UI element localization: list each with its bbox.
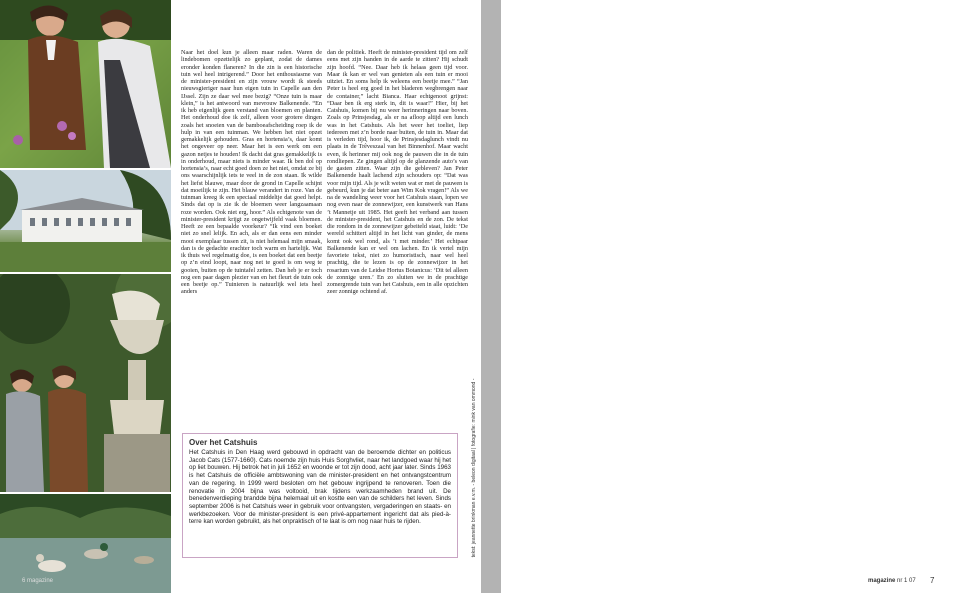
footer-magazine-issue [868,578,916,584]
info-box-catshuis [182,433,458,558]
footer-left: 6 magazine [22,578,54,584]
photo-credit [470,375,478,560]
photo-couple-gardening-art [0,0,171,168]
footer-issue: nr 1 07 [897,578,916,584]
photo-couple-garden-urn-art [0,274,171,492]
photo-credit-text: tekst: jeannette brinkman e.v.m. - beleon digitaal | fotografie: mink van ommond - [471,378,477,557]
article-column-2-text: dan de politiek. Heeft de minister-president tijd om zelf eens met zijn handen in de aarde te zitten? Hij schudt zijn hoofd. “Nee. Daar heb ik helaas geen tijd voor. Maar ik kan er wel van genieten als een tuin er mooi uitziet. En soms help ik weleens een beetje mee.” “Jan Peter is heel erg goed in het bladeren wegbrengen naar de container,” lacht Bianca. Haar echtgenoot grijnst: “Daar ben ik erg sterk in, dit is waar!” Hier, bij het Catshuis, komen bij nu weer herinneringen naar boven. Zoals op Prinsjesdag, als er na afloop altijd een lunch was in het Catshuis. Als het weer het toeliet, liep iedereen met z’n borde naar buiten, de tuin in. Maar dat is verleden tijd, hoor ik, de Prinsjesdaglunch vindt nu plaats in de Trêveszaal van het Binnenhof. Maar wacht even, ik herinner mij ook nog de pauwen die in de tuin rondliepen. Ze gingen altijd op de glanzende auto’s van de gasten zitten. Waar zijn die gebleven? Jan Peter Balkenende haalt lachend zijn schouders op: “Dat was voor mijn tijd. Als je wilt weten wat er met de pauwen is gebeurd, kun je dat beter aan Wim Kok vragen!” Als we na de wandeling weer voor het Catshuis staan, lopen we nog even naar de zonnewijzer, een kunstwerk van Hans ’t Mannetje uit 1985. Het geeft het verband aan tussen de minister-president, het Catshuis en de zon. De tekst die rondom in de zonnewijzer gebeiteld staat, luidt: ‘De wereld schittert altijd in het licht van ginder, de mens komt ook wel rond, als ’t met minder.’ Het echtpaar Balkenende kan er wel om lachen. En ik vertel mijn favoriete tekst, niet zo humoristisch, naar wel heel prachtig, die te lezen is op de zonnewijzer in het rosarium van de Leidse Hortus Botanicus: ‘Dit tel alleen de zonnige uren.’ En zo sluiten we in de prachtige zomergrende tuin van het Catshuis, een in alle opzichten zeer zonnige ochtend af. [327,49,468,296]
article-column-2 [327,49,468,419]
info-box-body: Het Catshuis in Den Haag werd gebouwd in opdracht van de beroemde dichter en politicus Jacob Cats (1577-1660). Cats noemde zijn huis Huis Sorghvliet, naar het landgoed waar hij het op liet bouwen. Hij betrok het in juli 1652 en woonde er tot zijn dood, acht jaar later. Sinds 1963 is het Catshuis de officiële ambtswoning van de minister-president en het ontvangstcentrum van de regering. In 1999 werd besloten om het gebouw ingrijpend te renoveren. Toen die renovatie in 2004 bijna was voltooid, brak tijdens werkzaamheden brand uit. De benedenverdieping brandde bijna helemaal uit en kostte een van de schilders het leven. Sinds september 2006 is het Catshuis weer in gebruik voor ontvangsten, vergaderingen en staats- en werkbezoeken. Voor de minister-president is een privé-appartement ingericht dat als pied-à-terre kan worden gebruikt, als het onpraktisch of te laat is om nog naar huis te rijden. [189,449,451,526]
article-column-1 [181,49,322,419]
info-box-title: Over het Catshuis [189,438,258,447]
page-spine [481,0,501,593]
photo-couple-gardening [0,0,171,168]
article-column-1-text: Naar het doel kun je alleen maar raden. Waren de lindebomen opzettelijk zo geplant, zodat de dames eronder konden flaneren? In die zin is een historische tuin wel heel intrigerend.” Door het enthousiasme van de minister-president en zijn vrouw wordt ik steeds nieuwsgieriger naar hun eigen tuin in Capelle aan den IJssel. Zijn ze daar wel mee bezig? “Onze tuin is maar klein,” is het antwoord van mevrouw Balkenende. “En ik heb eigenlijk geen verstand van bloemen en planten. Het onderhoud doe ik zelf, alleen voor grotere dingen zoals het snoeien van de bamboeafscheiding roep ik de hulp in van een tuinman. We hebben het niet opzet gemakkelijk gehouden. Gras en hortensia’s, daar komt het ongeveer op neer. Maar het is een werk om een gazon netjes te houden! Ik dacht dat gras gemakkelijk is in onderhoud, maar niets is minder waar. Ik ben dol op hortensia’s, naar echt goed doen ze het niet, omdat ze bij ons waarschijnlijk iets te veel in de zon staan. Ik wilde het liefst blauwe, maar door de grond in Capelle schijnt dat moeilijk te zijn. Het blauw verandert in roze. Van de tuinman kreeg ik een speciaal middeltje dat goed helpt. Sinds dat op is zie ik de bloemen weer langzaamaan roze worden. Ook niet erg, hoor.” Als echtgenote van de minister-president krijgt ze ongetwijfeld vaak bloemen. Heeft ze een bepaalde voorkeur? “Ik vind een boeket niet zo snel lelijk. En ach, als er dan eens een minder mooi exemplaar tussen zit, is niet helemaal mijn smaak, dan is de gedachte erachter toch warm en hartelijk. Wat ik thuis wel regelmatig doe, is een boeket dat een beetje op z’n eind loopt, naar nog net te goed is om weg te gooien, buiten op de tuintafel zetten. Dan heb je er toch nog een paar dagen plezier van en het fleurt de tuin ook een beetje op.” Tuinieren is natuurlijk wel iets heel anders [181,49,322,296]
page-number: 7 [930,576,935,585]
photo-catshuis-building-art [0,170,171,272]
footer-magazine-name: magazine [868,578,896,584]
photo-couple-garden-urn [0,274,171,492]
photo-catshuis-building [0,170,171,272]
